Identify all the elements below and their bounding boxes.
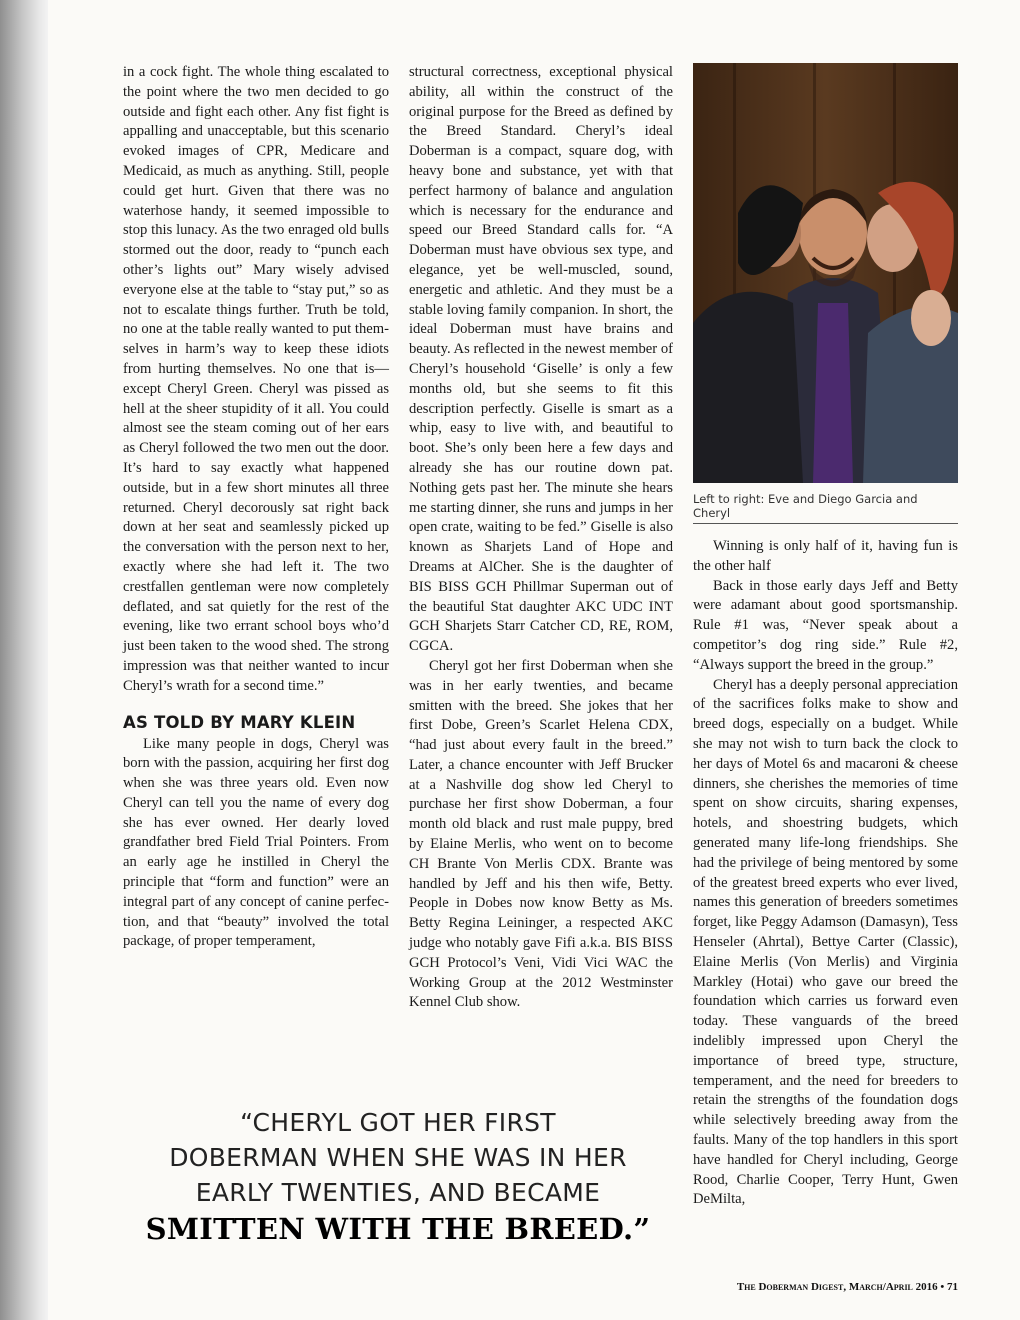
caption-divider — [693, 523, 958, 524]
body-paragraph: Back in those early days Jeff and Betty were adamant about good sportsmanship. Rule #1 was, “Never speak about a competitor’s dog ring side.” Rule #2, “Always support the breed in the group.” — [693, 577, 958, 673]
photo-illustration — [693, 63, 958, 483]
article-photo — [693, 63, 958, 483]
column-3 — [693, 537, 958, 1210]
body-paragraph: Winning is only half of it, having fun is the other half — [693, 538, 958, 574]
body-paragraph: structural correctness, exceptional physical ability, all within the construct of the original purpose for the Breed as defined by the Breed Standard. Cheryl’s ideal Doberman is a compact, square dog, with heavy bone and substance, yet with that perfect harmony of balance and angulation which is necessary for the endurance and speed our Breed Standard calls for. “A Doberman must have obvious sex type, and elegance, yet be well-muscled, sound, energetic and athletic. And they must be a stable loving family companion. In short, the ideal Doberman must have brains and beauty. As reflected in the newest member of Cheryl’s household ‘Giselle’ is only a few months old, but she seems to fit this description perfectly. Giselle is smart as a whip, easy to live with, and beautiful to boot. She’s only been here a few days and already she has our routine down pat. Nothing gets past her. The minute she hears me starting dinner, she runs and jumps in her open crate, waiting to be fed.” Giselle is also known as Sharjets Land of Hope and Dreams at AlCher. She is the daughter of BIS BISS GCH Phillmar Superman out of the beautiful Stat daughter AKC UDC INT GCH Sharjets Starr Catcher CD, RE, ROM, CGCA. — [409, 64, 673, 655]
column-2 — [409, 63, 673, 1013]
pull-quote-emphasis: SMITTEN WITH THE BREED.” — [145, 1212, 651, 1246]
page-footer: The Doberman Digest, March/April 2016 • 71 — [736, 1281, 958, 1293]
photo-caption: Left to right: Eve and Diego Garcia and Cheryl — [693, 492, 918, 520]
body-paragraph: Cheryl has a deeply personal appreciation of the sacrifices folks make to show and breed dogs, especially on a budget. While she may not wish to turn back the clock to her days of Motel 6s and macaroni & cheese dinners, she cherishes the memories of time spent on show circuits, sharing expenses, hotels, and shoestring budgets, which generated many life-long friendships. She had the privilege of being mentored by some of the greatest breed experts who ever lived, names this generation of breeders sometimes forget, like Peggy Adamson (Damasyn), Tess Henseler (Ahrtal), Bettye Carter (Classic), Elaine Merlis (Von Merlis) and Virginia Markley (Hotai) who gave our breed the foundation which carries us forward even today. These vanguards of the breed indelibly impressed upon Cheryl the importance of breed type, structure, temperament, and the need for breeders to retain the strengths of the foundation dogs while selectively breeding away from the faults. Many of the top handlers in this sport have handled for Cheryl including, George Rood, Charlie Cooper, Terry Hunt, Gwen DeMilta, — [693, 676, 958, 1208]
body-paragraph: Like many people in dogs, Cheryl was born with the passion, acquiring her first dog when she was three years old. Even now Cheryl can tell you the name of every dog she has ever owned. Her dearly loved grandfather bred Field Trial Pointers. From an early age he instilled in Cheryl the principle that “form and function” were an integral part of any concept of canine perfection, and that “beauty” involved the total package, of proper temperament, — [123, 735, 389, 950]
pull-quote-line: EARLY TWENTIES, AND BECAME — [195, 1178, 601, 1207]
pull-quote-line: DOBERMAN WHEN SHE WAS IN HER — [169, 1143, 627, 1172]
column-1 — [123, 63, 389, 952]
section-heading: AS TOLD BY MARY KLEIN — [123, 712, 356, 732]
pull-quote — [118, 1105, 678, 1248]
page-binding-shadow — [0, 0, 48, 1320]
body-paragraph: Cheryl got her first Doberman when she was in her early twenties, and became smitten with the breed. She jokes that her first Dobe, Green’s Scarlet Helena CDX, “had just about every fault in the breed.” Later, a chance encounter with Jeff Brucker at a Nashville dog show led Cheryl to purchase her first show Doberman, a four month old black and rust male puppy, bred by Elaine Merlis, who went on to become CH Brante Von Merlis CDX. Brante was handled by Jeff and his then wife, Betty. People in Dobes now know Betty as Ms. Betty Regina Leininger, a respected AKC judge who notably gave Fifi a.k.a. BIS BISS GCH Protocol’s Veni, Vidi Vici WAC the Working Group at the 2012 Westminster Kennel Club show. — [409, 657, 673, 1011]
body-paragraph: in a cock fight. The whole thing escalated to the point where the two men decided to go outside and fight each other. Any fist fight is appalling and unacceptable, but this scenario evoked images of CPR, Medicare and Medicaid, as much as anything. Still, people could get hurt. Given that there was no waterhose handy, it seemed impossible to stop this lunacy. As the two enraged old bulls stormed out the door, ready to “punch each other’s lights out” Mary wisely advised everyone else at the table to “stay put,” so as not to escalate things further. Truth be told, no one at the table really wanted to put themselves in harm’s way to keep these idiots from hurting themselves. No one that is—except Cheryl Green. Cheryl was pissed as hell at the sheer stupidity of it all. You could almost see the steam coming out of her ears as Cheryl followed the two men out the door. It’s hard to say exactly what happened outside, but in a few short minutes all three returned. Cheryl decorously sat right back down at her seat and seamlessly picked up the conversation with the person next to her, exactly where she had left it. The two crestfallen gentleman were now completely deflated, and sat quietly for the rest of the evening, like two errant school boys who’d just been taken to the wood shed. The strong impression was that neither wanted to incur Cheryl’s wrath for a second time.” — [123, 64, 389, 694]
pull-quote-line: “CHERYL GOT HER FIRST — [240, 1108, 556, 1137]
